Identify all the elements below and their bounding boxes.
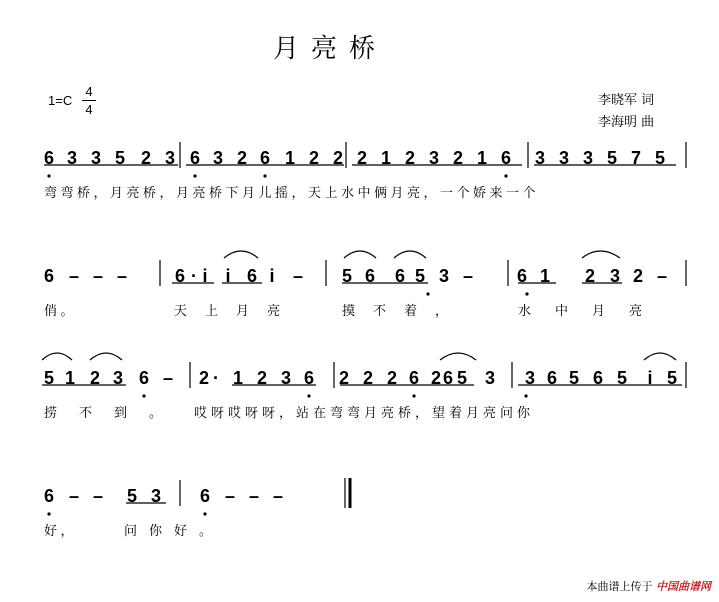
octave-dots xyxy=(47,174,528,515)
jianpu-note: 6 xyxy=(516,266,528,286)
jianpu-note: 6 xyxy=(43,148,55,168)
jianpu-note: 6 xyxy=(43,266,55,286)
composer-credit: 李海明 曲 xyxy=(598,115,655,130)
jianpu-note: 3 xyxy=(112,368,124,388)
jianpu-note: 3 xyxy=(558,148,570,168)
jianpu-note: – xyxy=(462,266,474,286)
key-signature: 1=C xyxy=(48,93,73,108)
jianpu-note: 3 xyxy=(524,368,536,388)
jianpu-note: · xyxy=(191,266,197,286)
jianpu-note: 3 xyxy=(438,266,450,286)
jianpu-note: 3 xyxy=(280,368,292,388)
jianpu-note: i xyxy=(269,266,275,286)
jianpu-note: 2 xyxy=(362,368,374,388)
jianpu-note: 3 xyxy=(90,148,102,168)
lyrics-line-3a: 捞不到。 xyxy=(44,406,185,421)
jianpu-note: 2 xyxy=(236,148,248,168)
jianpu-note: – xyxy=(224,486,236,506)
jianpu-note: 2 xyxy=(356,148,368,168)
jianpu-note: 1 xyxy=(380,148,392,168)
jianpu-note: 6 xyxy=(246,266,258,286)
time-signature-bottom: 4 xyxy=(85,102,93,117)
jianpu-note: 5 xyxy=(114,148,126,168)
jianpu-note: 6 xyxy=(303,368,315,388)
jianpu-note: i xyxy=(225,266,231,286)
lyricist-credit: 李晓军 词 xyxy=(598,93,655,108)
jianpu-note: – xyxy=(116,266,128,286)
song-title: 月亮桥 xyxy=(272,34,387,64)
jianpu-note: – xyxy=(68,486,80,506)
jianpu-note: 6 xyxy=(364,266,376,286)
jianpu-note: 3 xyxy=(66,148,78,168)
jianpu-note: 3 xyxy=(582,148,594,168)
jianpu-note: 6 xyxy=(199,486,211,506)
jianpu-note: 6 xyxy=(43,486,55,506)
jianpu-note: 1 xyxy=(232,368,244,388)
jianpu-note: 6 xyxy=(592,368,604,388)
footer-text: 本曲谱上传于 xyxy=(586,580,653,593)
jianpu-note: 2 xyxy=(386,368,398,388)
site-brand-logo[interactable]: 中国曲谱网 xyxy=(656,580,711,593)
jianpu-note: – xyxy=(656,266,668,286)
jianpu-note: 3 xyxy=(609,266,621,286)
jianpu-note: 2 xyxy=(404,148,416,168)
lyrics-line-3b: 哎呀哎呀呀，站在弯弯月亮桥，望着月亮问你 xyxy=(194,406,535,421)
jianpu-note: i xyxy=(647,368,653,388)
jianpu-note: 5 xyxy=(606,148,618,168)
jianpu-note: 5 xyxy=(456,368,468,388)
jianpu-note: 6 xyxy=(408,368,420,388)
jianpu-note: 2 xyxy=(198,368,210,388)
jianpu-note: 1 xyxy=(284,148,296,168)
jianpu-note: 7 xyxy=(630,148,642,168)
jianpu-note: – xyxy=(272,486,284,506)
jianpu-note: 2 xyxy=(332,148,344,168)
jianpu-note: 6 xyxy=(442,368,454,388)
notes-layer xyxy=(44,148,677,506)
jianpu-note: – xyxy=(162,368,174,388)
jianpu-note: – xyxy=(68,266,80,286)
jianpu-note: 1 xyxy=(64,368,76,388)
jianpu-note: 2 xyxy=(140,148,152,168)
jianpu-note: 5 xyxy=(666,368,678,388)
jianpu-note: 1 xyxy=(539,266,551,286)
jianpu-note: 2 xyxy=(584,266,596,286)
jianpu-note: 6 xyxy=(189,148,201,168)
lyrics-line-4a: 好， xyxy=(44,524,78,539)
jianpu-note: 3 xyxy=(150,486,162,506)
jianpu-note: 6 xyxy=(138,368,150,388)
jianpu-note: 2 xyxy=(89,368,101,388)
jianpu-note: 2 xyxy=(256,368,268,388)
jianpu-note: 6 xyxy=(174,266,186,286)
lyrics-line-2c: 摸不着， xyxy=(342,304,467,319)
jianpu-note: 5 xyxy=(568,368,580,388)
jianpu-note: 5 xyxy=(43,368,55,388)
jianpu-note: 5 xyxy=(414,266,426,286)
jianpu-note: – xyxy=(92,266,104,286)
jianpu-note: 3 xyxy=(164,148,176,168)
jianpu-note: 6 xyxy=(394,266,406,286)
jianpu-note: 1 xyxy=(476,148,488,168)
jianpu-note: 2 xyxy=(308,148,320,168)
jianpu-note: 3 xyxy=(212,148,224,168)
jianpu-note: 6 xyxy=(500,148,512,168)
jianpu-note: 5 xyxy=(616,368,628,388)
jianpu-note: 2 xyxy=(632,266,644,286)
time-signature-top: 4 xyxy=(85,84,93,99)
jianpu-note: 5 xyxy=(126,486,138,506)
jianpu-note: 3 xyxy=(534,148,546,168)
lyrics-line-4b: 问你好。 xyxy=(124,524,225,539)
jianpu-note: – xyxy=(292,266,304,286)
jianpu-note: 6 xyxy=(259,148,271,168)
jianpu-note: 2 xyxy=(430,368,442,388)
lyrics-line-2d: 水中月亮 xyxy=(518,304,667,319)
jianpu-note: 5 xyxy=(341,266,353,286)
jianpu-note: 2 xyxy=(338,368,350,388)
jianpu-note: 5 xyxy=(654,148,666,168)
jianpu-note: 3 xyxy=(484,368,496,388)
jianpu-note: 2 xyxy=(452,148,464,168)
lyrics-line-2b: 天上月亮 xyxy=(174,304,299,319)
lyrics-line-1: 弯弯桥，月亮桥，月亮桥下月儿摇，天上水中俩月亮，一个娇来一个 xyxy=(44,186,540,201)
jianpu-note: · xyxy=(213,368,219,388)
jianpu-note: i xyxy=(202,266,208,286)
jianpu-note: 3 xyxy=(428,148,440,168)
lyrics-line-2a: 俏。 xyxy=(44,304,78,319)
jianpu-note: – xyxy=(248,486,260,506)
jianpu-note: – xyxy=(92,486,104,506)
jianpu-note: 6 xyxy=(546,368,558,388)
site-footer xyxy=(587,578,712,594)
